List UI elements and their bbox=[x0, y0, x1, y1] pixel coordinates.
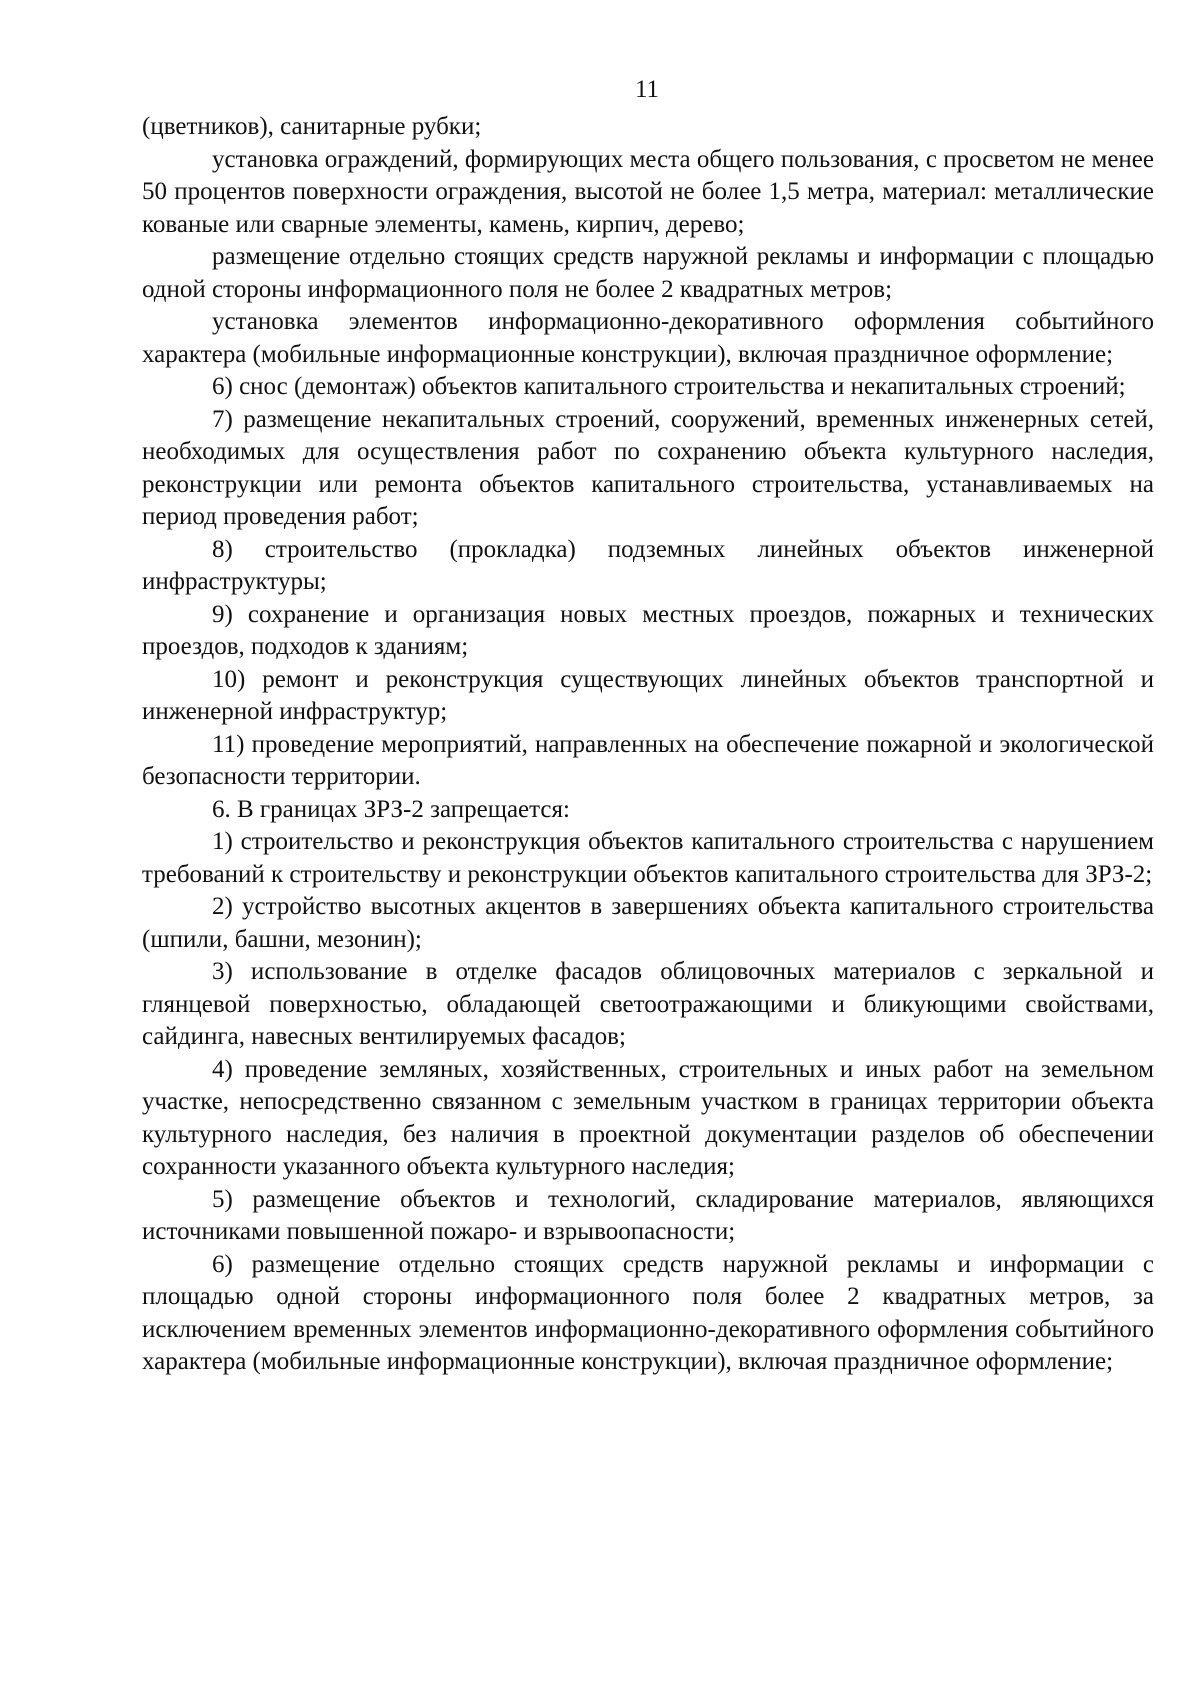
section-heading: 6. В границах ЗРЗ-2 запрещается: bbox=[212, 795, 570, 823]
paragraph: (цветников), санитарные рубки; bbox=[142, 113, 482, 140]
paragraph: установка элементов информационно-декоративного оформления событийного характера (мобильные информационные конструкции), включая праздничное оформление; bbox=[142, 308, 1154, 368]
paragraph: 11) проведение мероприятий, направленных на обеспечение пожарной и экологической безопасности территории. bbox=[142, 730, 1154, 790]
paragraph: 10) ремонт и реконструкция существующих линейных объектов транспортной и инженерной инфраструктур; bbox=[142, 665, 1154, 725]
paragraph: 6) размещение отдельно стоящих средств наружной рекламы и информации с площадью одной стороны информационного поля более 2 квадратных метров, за исключением временных элементов информационно-декоративного оформления событийного характера (мобильные информационные конструкции), включая праздничное оформление; bbox=[142, 1250, 1154, 1375]
paragraph: 4) проведение земляных, хозяйственных, строительных и иных работ на земельном участке, непосредственно связанном с земельным участком в границах территории объекта культурного наследия, без наличия в проектной документации разделов об обеспечении сохранности указанного объекта культурного наследия; bbox=[142, 1055, 1154, 1180]
page-number: 11 bbox=[634, 76, 660, 103]
paragraph: 1) строительство и реконструкция объектов капитального строительства с нарушением требований к строительству и реконструкции объектов капитального строительства для ЗРЗ-2; bbox=[142, 828, 1154, 888]
paragraph: размещение отдельно стоящих средств наружной рекламы и информации с площадью одной стороны информационного поля не более 2 квадратных метров; bbox=[142, 243, 1154, 303]
paragraph: 7) размещение некапитальных строений, сооружений, временных инженерных сетей, необходимых для осуществления работ по сохранению объекта культурного наследия, реконструкции или ремонта объектов капитального строительства, устанавливаемых на период проведения работ; bbox=[142, 405, 1154, 530]
paragraph: 2) устройство высотных акцентов в завершениях объекта капитального строительства (шпили, башни, мезонин); bbox=[142, 893, 1154, 953]
document-body bbox=[142, 111, 1154, 1379]
paragraph: установка ограждений, формирующих места общего пользования, с просветом не менее 50 процентов поверхности ограждения, высотой не более 1,5 метра, материал: металлические кованые или сварные элементы, камень, кирпич, дерево; bbox=[142, 145, 1154, 238]
paragraph: 5) размещение объектов и технологий, складирование материалов, являющихся источниками повышенной пожаро- и взрывоопасности; bbox=[142, 1185, 1154, 1245]
paragraph: 3) использование в отделке фасадов облицовочных материалов с зеркальной и глянцевой поверхностью, обладающей светоотражающими и бликующими свойствами, сайдинга, навесных вентилируемых фасадов; bbox=[142, 958, 1154, 1050]
paragraph: 6) снос (демонтаж) объектов капитального строительства и некапитальных строений; bbox=[212, 373, 1126, 400]
paragraph: 9) сохранение и организация новых местных проездов, пожарных и технических проездов, подходов к зданиям; bbox=[142, 600, 1154, 660]
paragraph: 8) строительство (прокладка) подземных линейных объектов инженерной инфраструктуры; bbox=[142, 535, 1154, 595]
